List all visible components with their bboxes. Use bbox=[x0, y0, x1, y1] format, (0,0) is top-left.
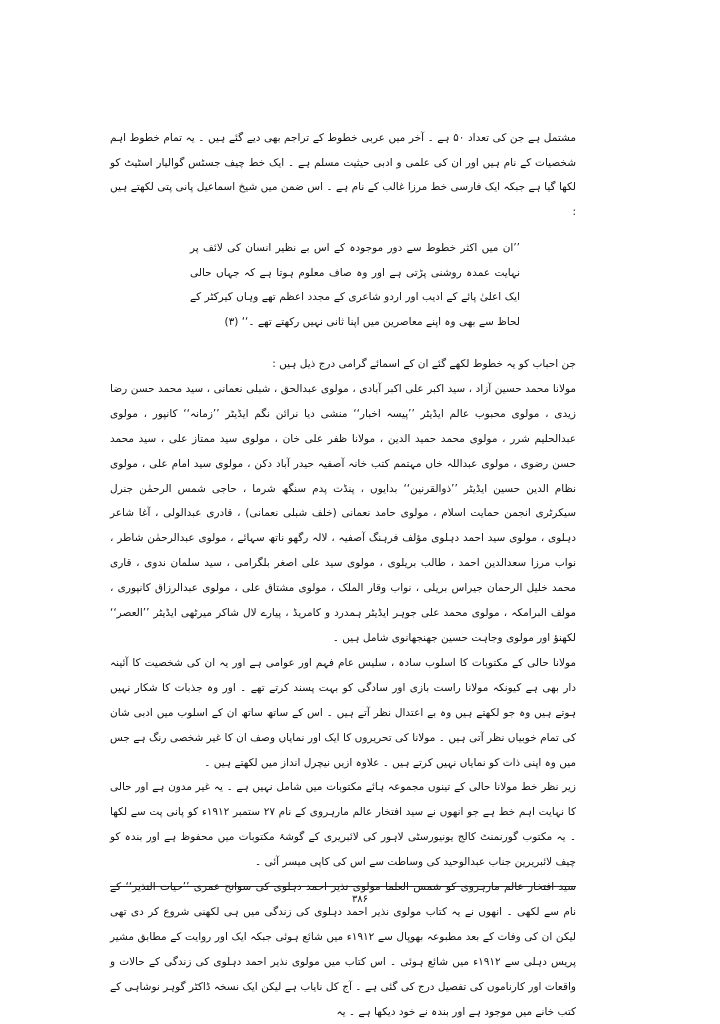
block-quote bbox=[190, 236, 520, 334]
quote-text: ’’ان میں اکثر خطوط سے دور موجودہ کے اس بے نظیر انسان کی لائف پر نہایت عمدہ روشنی پڑتی ہے اور وہ صاف معلوم ہوتا ہے کہ جہاں حالی ایک اعلیٰ پائے کے ادیب اور اردو شاعری کے مجدد اعظم تھے وہاں کیرکٹر کے لحاظ سے بھی وہ اپنے معاصرین میں اپنا ثانی نہیں رکھتے تھے ۔‘‘ (۳) bbox=[190, 242, 520, 328]
recipients-list: مولانا محمد حسین آزاد ، سید اکبر علی اکبر آبادی ، مولوی عبدالحق ، شبلی نعمانی ، سید محمد حسن رضا زیدی ، مولوی محبوب عالم ایڈیٹر ’’پیسہ اخبار‘‘ منشی دیا نرائن نگم ایڈیٹر ’’زمانہ‘‘ کانپور ، مولوی عبدالحلیم شرر ، مولوی محمد حمید الدین ، مولانا ظفر علی خان ، مولوی سید ممتاز علی ، سید محمد حسن رضوی ، مولوی عبداللہ خاں مہتمم کتب خانہ آصفیہ حیدر آباد دکن ، مولوی سید امام علی ، مولوی نظام الدین حسین ایڈیٹر ’’ذوالقرنین‘‘ بدایوں ، پنڈت پدم سنگھ شرما ، حاجی شمس الرحمٰن جنرل سیکرٹری انجمن حمایت اسلام ، مولوی حامد نعمانی (خلف شبلی نعمانی) ، قادری عبدالولی ، آغا شاعر دہلوی ، مولوی سید احمد دہلوی مؤلف فرہنگ آصفیہ ، لالہ رگھو ناتھ سہائے ، مولوی عبدالرحمٰن شاطر ، نواب مرزا سعدالدین احمد ، طالب بریلوی ، مولوی سید علی اصغر بلگرامی ، سید سلمان ندوی ، قاری محمد خلیل الرحمان جیراس بریلی ، نواب وقار الملک ، مولوی مشتاق علی ، مولوی عبدالرزاق کانپوری ، مولف البرامکہ ، مولوی محمد علی جوہر ایڈیٹر ہمدرد و کامریڈ ، پیارے لال شاکر میرٹھی ایڈیٹر ’’العصر‘‘ لکھنؤ اور مولوی وجاہت حسین جھنجھانوی شامل ہیں ۔ bbox=[110, 382, 576, 644]
intro-paragraph bbox=[110, 126, 576, 224]
style-paragraph: مولانا حالی کے مکتوبات کا اسلوب سادہ ، سلیس عام فہم اور عوامی ہے اور یہ ان کی شخصیت کا آئینہ دار بھی ہے کیونکہ مولانا راست بازی اور سادگی کو بہت پسند کرتے تھے ۔ اور وہ جذبات کا شکار نہیں ہوتے ہیں وہ جو لکھتے ہیں وہ بے اعتدال نظر آتے ہیں ۔ اس کے ساتھ ساتھ ان کے اسلوب میں ادبی شان کی تمام خوبیاں نظر آتی ہیں ۔ مولانا کی تحریروں کا ایک اور نمایاں وصف ان کا غیر شخصی رنگ ہے جس میں وہ اپنی ذات کو نمایاں نہیں کرتے ہیں ۔ علاوہ ازیں نیچرل انداز میں لکھتے ہیں ۔ bbox=[110, 656, 576, 769]
final-paragraph: سید افتخار عالم مارہروی کو شمس العلما مولوی نذیر احمد دہلوی کی سوانح عمری ’’حیات النذیر‘‘ کے نام سے لکھی ۔ انھوں نے یہ کتاب مولوی نذیر احمد دہلوی کی زندگی میں ہی لکھنی شروع کر دی تھی لیکن ان کی وفات کے بعد مطبوعہ بھوپال سے ۱۹۱۲ء میں شائع ہوئی جبکہ ایک اور روایت کے مطابق مشیر پریس دہلی سے ۱۹۱۲ء میں شائع ہوئی ۔ اس کتاب میں مولوی نذیر احمد دہلوی کی زندگی کے حالات و واقعات اور کارناموں کی تفصیل درج کی گئی ہے ۔ آج کل نایاب ہے لیکن ایک نسخہ ڈاکٹر گوہر نوشاہی کے کتب خانے میں موجود ہے اور بندہ نے خود دیکھا ہے ۔ یہ bbox=[110, 881, 577, 1018]
intro-text: مشتمل ہے جن کی تعداد ۵۰ ہے ۔ آخر میں عربی خطوط کے تراجم بھی دیے گئے ہیں ۔ یہ تمام خطوط اہم شخصیات کے نام ہیں اور ان کی علمی و ادبی حیثیت مسلم ہے ۔ ایک خط چیف جسٹس گوالیار اسٹیٹ کو لکھا گیا ہے جبکہ ایک فارسی خط مرزا غالب کے نام ہے ۔ اس ضمن میں شیخ اسماعیل پانی پتی لکھتے ہیں : bbox=[110, 132, 576, 218]
page-number: ۳۸۶ bbox=[351, 894, 369, 905]
footer-divider bbox=[110, 886, 576, 887]
recipients-intro: جن احباب کو یہ خطوط لکھے گئے ان کے اسمائے گرامی درج ذیل ہیں : bbox=[272, 358, 576, 370]
review-paragraph: زیر نظر خط مولانا حالی کے تینوں مجموعہ ہائے مکتوبات میں شامل نہیں ہے ۔ یہ غیر مدون ہے اور حالی کا نہایت اہم خط ہے جو انھوں نے سید افتخار عالم مارہروی کے نام ۲۷ ستمبر ۱۹۱۲ء کو پانی پت سے لکھا ۔ یہ مکتوب گورنمنٹ کالج یونیورسٹی لاہور کی لائبریری کے گوشۂ مکتوبات میں محفوظ ہے اور بندہ کو چیف لائبریرین جناب عبدالوحید کی وساطت سے اس کی کاپی میسر آئی ۔ bbox=[110, 781, 576, 869]
main-body bbox=[110, 352, 576, 1024]
